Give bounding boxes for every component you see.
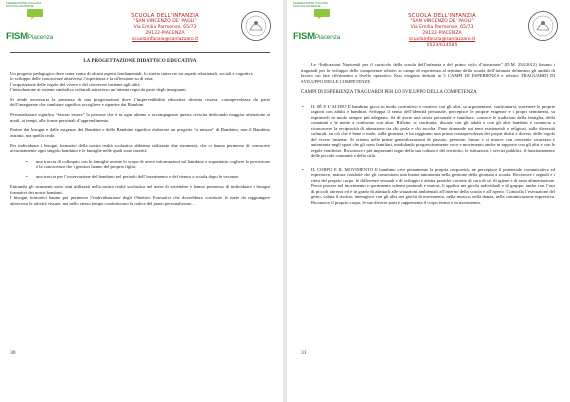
school-heading <box>387 13 497 49</box>
intro-line-1: Un progetto pedagogico deve tener conto di alcuni aspetti fondamentali: lo stretto intreccio tra aspetti relazionali, sociali e cognitivi; <box>10 70 254 76</box>
tools-list <box>10 159 270 180</box>
campi-list <box>301 104 555 206</box>
school-address: Via Emilia Parmense, 65/73 <box>133 25 197 30</box>
list-item-se-e-altro: • IL SÉ E L’ALTRO Il bambino gioca in modo costruttivo e creativo con gli altri, sa argomentare, confrontarsi, sostenere le proprie ragioni con adulti e bambini. Sviluppa il senso dell’identità personale, percepisce le proprie esigenze e i propri sentimenti, sa esprimerli in modo sempre più adeguato. Sa di avere una storia personale e familiare, conosce le tradizioni della famiglia, della comunità e le mette a confronto con altre. Riflette, si confronta, discute con gli adulti e con gli altri bambini e comincia a riconoscere la reciprocità di attenzione tra chi parla e chi ascolta. Pone domande sui temi esistenziali e religiosi, sulle diversità culturali, su ciò che è bene o male, sulla giustizia, e ha raggiunto una prima consapevolezza dei propri diritti e doveri, delle regole del vivere insieme. Si orienta nelle prime generalizzazioni di passato, presente, futuro e si muove con crescente sicurezza e autonomia negli spazi che gli sono familiari, modulando progressivamente voce e movimento anche in rapporto con gli altri e con le regole condivise. Riconosce i più importanti segni della sua cultura e del territorio, le istituzioni, i servizi pubblici, il funzionamento delle piccole comunità e della città. <box>302 103 555 158</box>
school-city: 29122-PIACENZA <box>422 31 462 36</box>
paragraph-september: Entrambi gli strumenti sono stati utilizzati nella nostra realtà scolastica nel mese di settembre e hanno permesso di individuare i bisogni formativi dei nostri bambini. <box>10 184 270 195</box>
school-seal-icon <box>527 10 559 42</box>
fism-wordmark <box>293 31 340 42</box>
intro-block <box>10 71 270 93</box>
school-name: SCUOLA DELL'INFANZIA <box>408 13 476 19</box>
fism-small-text: FEDERAZIONE ITALIANA SCUOLE MATERNE <box>6 1 42 9</box>
paragraph-tools: Per individuare i bisogni formativi della nostra realtà scolastica abbiamo utilizzato due strumenti, che ci hanno permesso di conoscere accuratamente ogni singolo bambino e le famiglie nelle quali sono inseriti: <box>10 142 270 154</box>
bullet-icon: • <box>302 166 304 172</box>
school-name: SCUOLA DELL'INFANZIA <box>131 13 199 19</box>
page-number: 31 <box>301 350 307 356</box>
paragraph-needs: Partire dai bisogni e dalle esigenze dei Bambini e delle Bambine significa elaborare un progetto “a misura” di Bambino, non il Bambino astratto, ma quello reale. <box>10 127 270 138</box>
fism-logo <box>6 2 66 44</box>
left-page <box>0 0 283 402</box>
school-address: Via Emilia Parmense, 65/73 <box>410 25 474 30</box>
fism-logo <box>293 2 353 44</box>
paragraph-objectives: I bisogni formativi hanno poi permesso l’individuazione degli Obiettivi Formativi che dovrebbero costituire le mete da raggiungere attraverso le attività vissute, ma nello stesso tempo costituiscono la radice del piano personalizzato… <box>10 195 270 206</box>
school-email: scuolainfanzia@sanlazzaro.it <box>408 37 476 42</box>
intro-line-2: lo sviluppo delle conoscenze attraverso l’esperienza e la riflessione su di essa; <box>10 76 154 81</box>
bullet-icon: • <box>26 173 28 179</box>
right-page-content <box>301 62 555 210</box>
school-heading <box>110 13 220 43</box>
intro-line-3: l’acquisizione delle regole del vivere e del convivere insieme agli altri; <box>10 81 141 87</box>
list-item: • una traccia per l’osservazione del bambino nel periodo dell’inserimento e del rientro a scuola dopo le vacanze. <box>26 173 240 179</box>
fism-city: Piacenza <box>314 34 341 41</box>
paragraph-indicazioni: Le “Indicazioni Nazionali per il curricolo della scuola dell’infanzia e del primo ciclo d’istruzione” (D.M. 254/2012) fissano i traguardi per lo sviluppo delle competenze relativi ai campi di esperienza al termine della scuola dell’infanzia delineano gli ambiti di lavoro cui fare riferimento a livello operativo. Essi vengono definiti in 5 CAMPI DI ESPERIENZA e relativi TRAGUARDI DI SVILUPPO DELLE COMPETENZE. <box>301 62 555 84</box>
list-item: • una traccia di colloquio con le famiglie avente lo scopo di avere informazioni sul bambino e soprattutto cogliere la percezione e la conoscenza che i genitori hanno del proprio figlio; <box>26 158 270 170</box>
left-page-content <box>10 52 270 210</box>
school-subtitle: “SAN VINCENZO DE' PAOLI” <box>133 19 197 24</box>
intro-line-4: l’introduzione ai sistemi simbolico culturali attraverso un’attenta regia da parte degli insegnanti. <box>10 87 187 92</box>
school-seal-icon <box>240 10 272 42</box>
school-email: scuolainfanzia@sanlazzaro.it <box>131 37 199 42</box>
page-title: LA PROGETTAZIONE DIDATTICO EDUCATIVA <box>83 59 197 64</box>
section-heading: CAMPI DI ESPERIENZA TRAGUARDI PER LO SVILUPPO DELLA COMPETENZA <box>301 90 477 95</box>
bullet-icon: • <box>302 103 304 109</box>
paragraph-personalize: Personalizzare significa “lasciar essere” la persona che è in ogni alunno e accompagnare questa crescita dedicando maggior attenzione ai modi, ai tempi, alle forme personali d’apprendimento. <box>10 112 270 123</box>
title-rule <box>10 52 270 53</box>
fism-wordmark <box>6 31 53 42</box>
page-number: 30 <box>10 350 16 356</box>
school-city: 29122-PIACENZA <box>145 31 185 36</box>
school-phone: 0523/614585 <box>426 43 458 48</box>
fism-brand: FISM <box>6 31 28 42</box>
list-item-corpo-movimento: • IL CORPO E IL MOVIMENTO Il bambino vive pienamente la propria corporeità, ne percepisce il potenziale comunicativo ed espressivo, matura condotte che gli consentono una buona autonomia nella gestione della giornata a scuola. Riconosce i segnali e i ritmi del proprio corpo, le differenze sessuali e di sviluppo e adotta pratiche corrette di cura di sé, di igiene e di sana alimentazione. Prova piacere nel movimento e sperimenta schemi posturali e motori, li applica nei giochi individuali e di gruppo, anche con l’uso di piccoli attrezzi ed è in grado di adattarli alle situazioni ambientali all’interno della scuola e all’aperto. Controlla l’esecuzione del gesto, valuta il rischio, interagisce con gli altri nei giochi di movimento, nella musica, nella danza, nella comunicazione espressiva. Riconosce il proprio corpo, le sue diverse parti e rappresenta il corpo fermo e in movimento. <box>302 166 555 205</box>
bullet-icon: • <box>26 158 28 164</box>
paragraph-resource: Si rende necessaria la presenza di una progettazione dove l’imprevedibilità educativa diventa risorsa, consapevolezza da parte dell’insegnante che cambiare significa accogliere e ripartire dai Bambini. <box>10 96 270 108</box>
right-page <box>287 0 570 402</box>
fism-bubble-icon <box>26 8 44 20</box>
fism-brand: FISM <box>293 31 315 42</box>
fism-small-text: FEDERAZIONE ITALIANA SCUOLE MATERNE <box>293 1 329 9</box>
fism-bubble-icon <box>313 8 331 20</box>
school-subtitle: “SAN VINCENZO DE' PAOLI” <box>410 19 474 24</box>
fism-city: Piacenza <box>27 34 54 41</box>
